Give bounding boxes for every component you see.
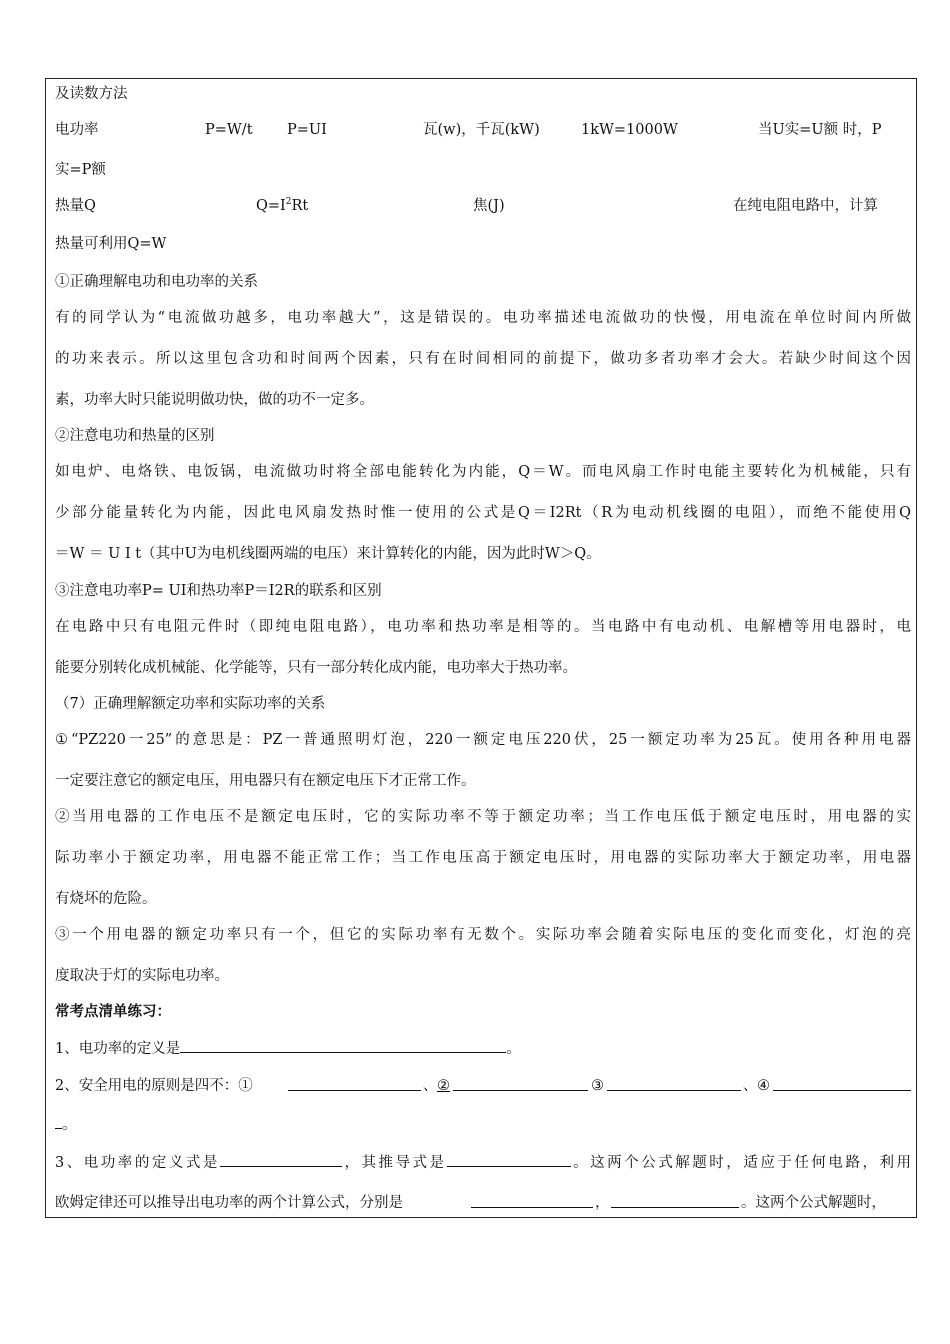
heat-row (55, 196, 911, 216)
section-title: （7）正确理解额定功率和实际功率的关系 (55, 696, 326, 712)
answer-blank[interactable] (447, 1152, 571, 1167)
section-title: ②注意电功和热量的区别 (55, 428, 215, 444)
text-line: 素，功率大时只能说明做功快，做的功不一定多。 (55, 392, 374, 408)
question-1-end: 。 (506, 1041, 521, 1057)
answer-blank[interactable] (471, 1193, 593, 1208)
answer-blank[interactable] (55, 1114, 62, 1129)
separator: ， (595, 1195, 610, 1211)
answer-blank[interactable] (180, 1038, 506, 1053)
heat-formula-base: Q=I (256, 198, 286, 214)
practice-heading: 常考点清单练习： (55, 1004, 171, 1020)
text-line: 实=P额 (55, 162, 106, 178)
power-row (55, 120, 911, 140)
text-line: 能要分别转化成机械能、化学能等，只有一部分转化成内能，电功率大于热功率。 (55, 660, 577, 676)
answer-blank[interactable] (611, 1193, 739, 1208)
text-line: 少部分能量转化为内能，因此电风扇发热时惟一使用的公式是Q＝I2Rt（R为电动机线圈的电阻），而绝不能使用Q (55, 505, 911, 521)
text-line: ③一个用电器的额定功率只有一个，但它的实际功率有无数个。实际功率会随着实际电压的变化而变化，灯泡的亮 (55, 927, 911, 943)
answer-blank[interactable] (773, 1076, 911, 1091)
circled-number: ④ (757, 1078, 770, 1094)
text-line: 热量可利用Q=W (55, 236, 167, 252)
section-title: ③注意电功率P= UI和热功率P＝I2R的联系和区别 (55, 583, 382, 599)
answer-blank[interactable] (453, 1076, 588, 1091)
text-line: 度取决于灯的实际电功率。 (55, 968, 229, 984)
power-note: 当U实=U额 时，P (758, 122, 882, 138)
section-title: ①正确理解电功和电功率的关系 (55, 274, 258, 290)
question-3-text: 。这两个公式解题时，适应于任何电路，利用 (570, 1155, 912, 1171)
separator: 、 (743, 1078, 758, 1094)
question-2-text: 2、安全用电的原则是四不：① (55, 1078, 253, 1094)
text-line: 的功来表示。所以这里包含功和时间两个因素，只有在时间相同的前提下，做功多者功率才会大。若缺少时间这个因 (55, 351, 911, 367)
text-line: ②当用电器的工作电压不是额定电压时，它的实际功率不等于额定功率；当工作电压低于额定电压时，用电器的实 (55, 809, 911, 825)
heat-name: 热量Q (55, 198, 96, 214)
heat-formula (256, 196, 308, 216)
separator: 、 (423, 1078, 438, 1094)
question-3-text: 。这两个公式解题时， (741, 1195, 886, 1211)
heat-formula-exponent: 2 (285, 197, 292, 208)
question-3-line-2 (55, 1193, 911, 1213)
question-3-text: 欧姆定律还可以推导出电功率的两个计算公式，分别是 (55, 1195, 403, 1211)
question-2-tail (55, 1114, 77, 1135)
power-conversion: 1kW=1000W (581, 122, 678, 138)
question-2 (55, 1076, 911, 1096)
heat-formula-tail: Rt (291, 198, 309, 214)
power-unit: 瓦(w)，千瓦(kW) (423, 122, 540, 138)
answer-blank[interactable] (607, 1076, 741, 1091)
answer-blank[interactable] (288, 1076, 421, 1091)
question-3-text: 3、电功率的定义式是 (55, 1155, 220, 1171)
text-line: 际功率小于额定功率，用电器不能正常工作；当工作电压高于额定电压时，用电器的实际功率大于额定功率，用电器 (55, 850, 911, 866)
text-line: 有烧坏的危险。 (55, 891, 157, 907)
question-3-text: ，其推导式是 (341, 1155, 447, 1171)
heat-note: 在纯电阻电路中，计算 (733, 198, 878, 214)
question-1-text: 1、电功率的定义是 (55, 1041, 181, 1057)
heat-unit: 焦(J) (473, 198, 505, 214)
text-line: 有的同学认为“电流做功越多，电功率越大”，这是错误的。电功率描述电流做功的快慢，用电流在单位时间内所做 (55, 310, 911, 326)
text-line: 及读数方法 (55, 86, 128, 102)
power-name: 电功率 (55, 122, 99, 138)
text-line: 一定要注意它的额定电压，用电器只有在额定电压下才正常工作。 (55, 773, 476, 789)
question-3 (55, 1152, 911, 1173)
question-1 (55, 1038, 521, 1059)
text-line: 在电路中只有电阻元件时（即纯电阻电路），电功率和热功率是相等的。当电路中有电动机、电解槽等用电器时，电 (55, 619, 911, 635)
question-2-end: 。 (62, 1117, 77, 1133)
circled-number: ② (437, 1078, 450, 1094)
power-formula-2: P=UI (287, 122, 327, 138)
power-formula-1: P=W/t (205, 122, 253, 138)
text-line: 如电炉、电烙铁、电饭锅，电流做功时将全部电能转化为内能，Q＝W。而电风扇工作时电能主要转化为机械能，只有 (55, 464, 911, 480)
answer-blank[interactable] (220, 1152, 342, 1167)
text-line: ＝W ＝ U I t（其中U为电机线圈两端的电压）来计算转化的内能，因为此时W＞Q。 (55, 546, 601, 562)
text-line: ①“PZ220一25”的意思是：PZ一普通照明灯泡，220一额定电压220伏，25一额定功率为25瓦。使用各种用电器 (55, 732, 911, 748)
circled-number: ③ (591, 1078, 604, 1094)
